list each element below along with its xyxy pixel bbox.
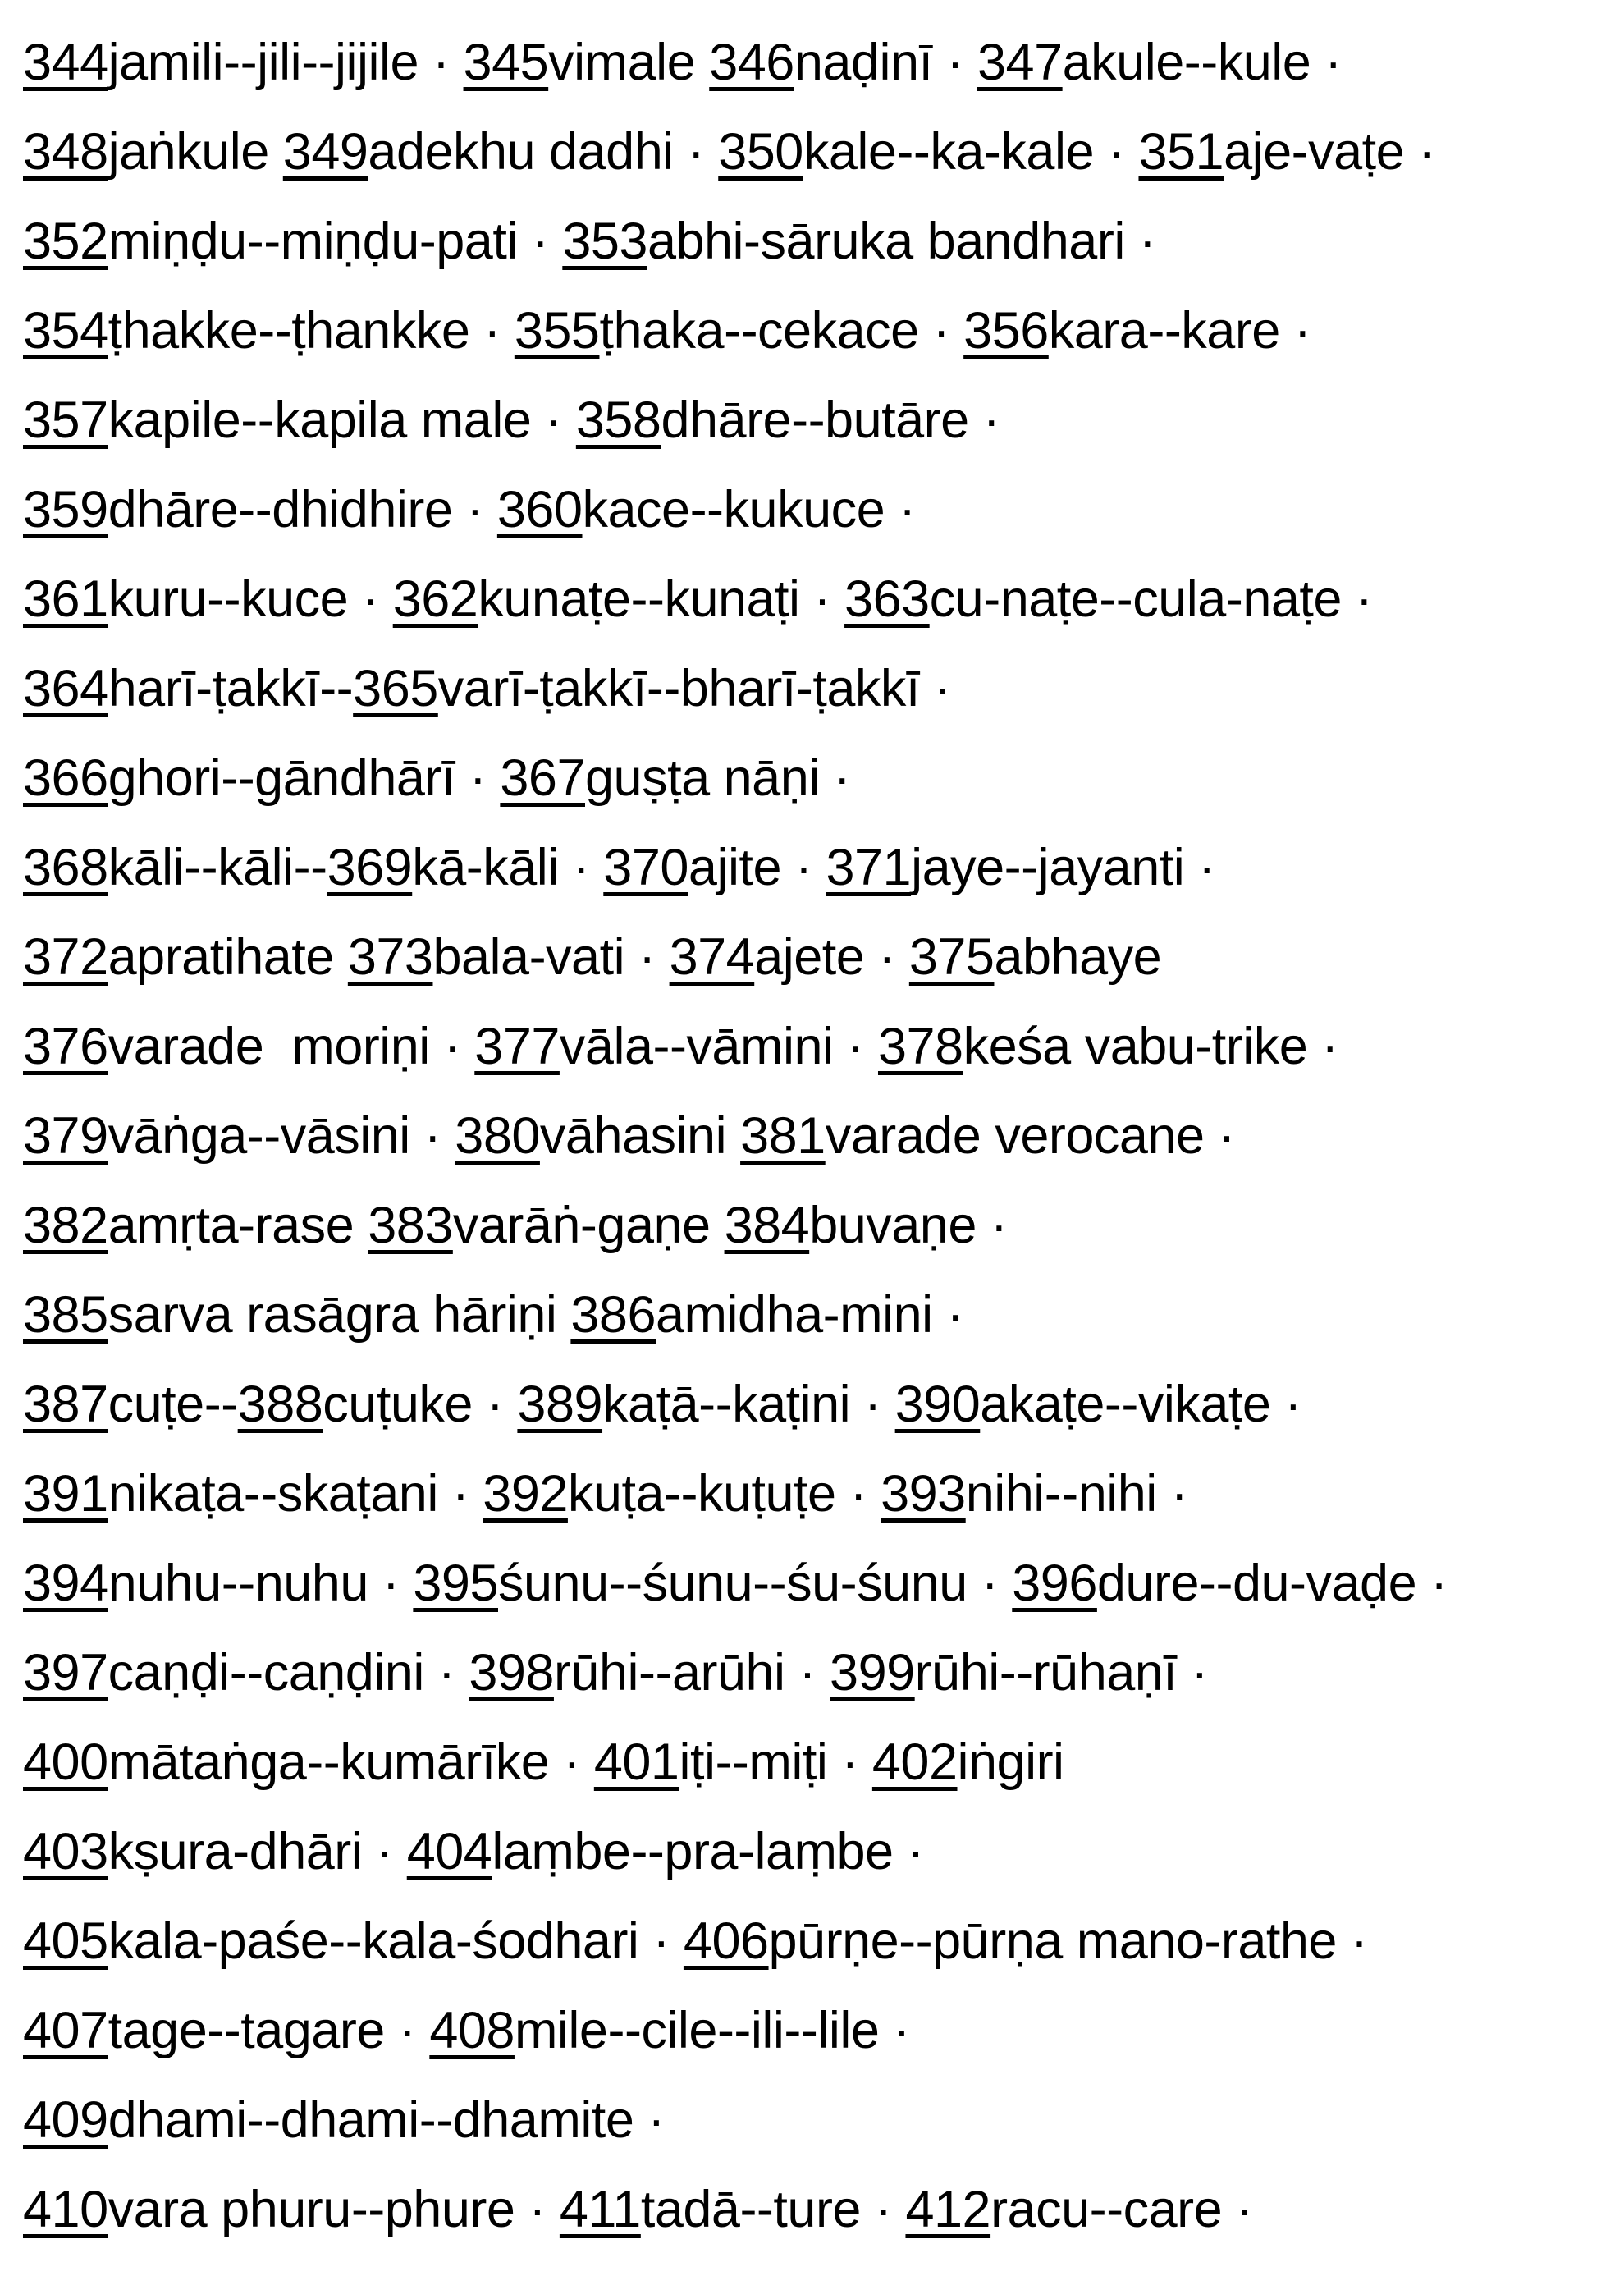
entry-text: mātaṅga--kumārīke · bbox=[108, 1733, 594, 1791]
entry-number: 381 bbox=[740, 1107, 826, 1165]
entry-number: 384 bbox=[724, 1197, 810, 1254]
text-line bbox=[23, 1360, 1617, 1449]
entry-text: ghori--gāndhārī · bbox=[108, 749, 501, 807]
text-line bbox=[23, 1628, 1617, 1718]
entry-text: kale--ka-kale · bbox=[803, 123, 1139, 181]
entry-text: dhāre--butāre · bbox=[661, 392, 1000, 449]
entry-number: 373 bbox=[347, 928, 433, 986]
entry-number: 389 bbox=[517, 1376, 603, 1433]
entry-text: tadā--ture · bbox=[640, 2181, 906, 2238]
entry-text: bala-vati · bbox=[432, 928, 670, 986]
entry-text: keśa vabu-trike · bbox=[963, 1018, 1338, 1075]
entry-text: vāṅga--vāsini · bbox=[108, 1107, 455, 1165]
entry-number: 385 bbox=[23, 1286, 108, 1344]
entry-number: 363 bbox=[844, 570, 930, 628]
entry-text: abhaye bbox=[994, 928, 1162, 986]
entry-text: naḍinī · bbox=[794, 34, 977, 91]
text-line bbox=[23, 734, 1617, 823]
text-line bbox=[23, 555, 1617, 644]
entry-text: laṃbe--pra-laṃbe · bbox=[492, 1823, 925, 1880]
entry-number: 372 bbox=[23, 928, 108, 986]
entry-number: 410 bbox=[23, 2181, 108, 2238]
entry-text: buvaṇe · bbox=[809, 1197, 1008, 1254]
text-line bbox=[23, 2165, 1617, 2255]
entry-number: 395 bbox=[413, 1555, 498, 1612]
entry-number: 407 bbox=[23, 2002, 108, 2059]
text-line bbox=[23, 1181, 1617, 1271]
entry-text: kā-kāli · bbox=[412, 839, 604, 896]
entry-text: vāla--vāmini · bbox=[559, 1018, 878, 1075]
entry-number: 403 bbox=[23, 1823, 108, 1880]
text-line bbox=[23, 1271, 1617, 1360]
entry-text: caṇḍi--caṇḍini · bbox=[108, 1644, 469, 1701]
entry-number: 354 bbox=[23, 302, 108, 359]
entry-text: dhāre--dhidhire · bbox=[108, 481, 497, 538]
entry-number: 386 bbox=[570, 1286, 656, 1344]
entry-text: cu-naṭe--cula-naṭe · bbox=[929, 570, 1373, 628]
entry-text: kunaṭe--kunaṭi · bbox=[478, 570, 845, 628]
text-line bbox=[23, 913, 1617, 1002]
entry-text: kaṭā--kaṭini · bbox=[602, 1376, 895, 1433]
entry-text: varāṅ-gaṇe bbox=[452, 1197, 725, 1254]
entry-text: miṇḍu--miṇḍu-pati · bbox=[108, 213, 563, 270]
entry-text: akule--kule · bbox=[1062, 34, 1342, 91]
entry-text: nikaṭa--skaṭani · bbox=[108, 1465, 483, 1523]
entry-number: 367 bbox=[500, 749, 585, 807]
entry-number: 360 bbox=[496, 481, 583, 538]
entry-text: varade moriṇi · bbox=[108, 1018, 475, 1075]
entry-text: adekhu dadhi · bbox=[368, 123, 719, 181]
entry-text: abhi-sāruka bandhari · bbox=[647, 213, 1156, 270]
entry-number: 406 bbox=[683, 1912, 769, 1970]
entry-number: 383 bbox=[368, 1197, 453, 1254]
entry-number: 355 bbox=[514, 302, 600, 359]
entry-number: 397 bbox=[23, 1644, 108, 1701]
text-line bbox=[23, 18, 1617, 108]
entry-number: 394 bbox=[23, 1555, 108, 1612]
entry-number: 352 bbox=[23, 213, 108, 270]
entry-text: varī-ṭakkī--bharī-ṭakkī · bbox=[437, 660, 951, 717]
text-line bbox=[23, 1449, 1617, 1539]
entry-text: jaye--jayanti · bbox=[911, 839, 1215, 896]
entry-text: vara phuru--phure · bbox=[108, 2181, 560, 2238]
entry-text: ajite · bbox=[688, 839, 826, 896]
entry-text: iṅgiri bbox=[957, 1733, 1064, 1791]
entry-number: 364 bbox=[23, 660, 108, 717]
entry-number: 402 bbox=[871, 1733, 958, 1791]
entry-number: 382 bbox=[23, 1197, 108, 1254]
entry-text: ṭhakke--ṭhankke · bbox=[108, 302, 515, 359]
entry-number: 374 bbox=[669, 928, 755, 986]
text-line bbox=[23, 1897, 1617, 1986]
entry-number: 378 bbox=[877, 1018, 963, 1075]
entry-text: ṭhaka--cekace · bbox=[599, 302, 964, 359]
entry-text: harī-ṭakkī-- bbox=[108, 660, 354, 717]
entry-text: vāhasini bbox=[539, 1107, 741, 1165]
entry-text: dhami--dhami--dhamite · bbox=[108, 2091, 665, 2149]
entry-text: varade verocane · bbox=[825, 1107, 1235, 1165]
text-line bbox=[23, 108, 1617, 197]
entry-text: aje-vaṭe · bbox=[1224, 123, 1435, 181]
entry-number: 365 bbox=[353, 660, 438, 717]
entry-number: 390 bbox=[894, 1376, 981, 1433]
entry-number: 392 bbox=[483, 1465, 568, 1523]
entry-text: kuṭa--kuṭuṭe · bbox=[567, 1465, 881, 1523]
entry-text: pūrṇe--pūrṇa mano-rathe · bbox=[768, 1912, 1368, 1970]
text-line bbox=[23, 1718, 1617, 1807]
entry-number: 408 bbox=[429, 2002, 515, 2059]
entry-number: 358 bbox=[575, 392, 661, 449]
entry-text: kala-paśe--kala-śodhari · bbox=[108, 1912, 684, 1970]
entry-number: 351 bbox=[1138, 123, 1224, 181]
entry-number: 357 bbox=[23, 392, 108, 449]
entry-number: 412 bbox=[905, 2181, 991, 2238]
entry-text: rūhi--arūhi · bbox=[553, 1644, 830, 1701]
entry-number: 396 bbox=[1012, 1555, 1097, 1612]
entry-number: 370 bbox=[603, 839, 688, 896]
entry-number: 393 bbox=[881, 1465, 966, 1523]
entry-number: 350 bbox=[718, 123, 803, 181]
entry-number: 344 bbox=[23, 34, 108, 91]
entry-number: 371 bbox=[826, 839, 912, 896]
entry-text: apratihate bbox=[108, 928, 348, 986]
entry-number: 375 bbox=[908, 928, 995, 986]
entry-number: 404 bbox=[406, 1823, 492, 1880]
text-line bbox=[23, 197, 1617, 286]
text-line bbox=[23, 376, 1617, 465]
entry-number: 362 bbox=[392, 570, 478, 628]
entry-text: rūhi--rūhaṇī · bbox=[914, 1644, 1208, 1701]
word-list bbox=[23, 18, 1617, 2255]
entry-number: 379 bbox=[23, 1107, 108, 1165]
entry-number: 353 bbox=[562, 213, 647, 270]
entry-text: mile--cile--ili--lile · bbox=[514, 2002, 910, 2059]
entry-text: kace--kukuce · bbox=[582, 481, 916, 538]
entry-number: 349 bbox=[282, 123, 368, 181]
entry-number: 398 bbox=[469, 1644, 554, 1701]
entry-text: ajete · bbox=[754, 928, 909, 986]
entry-number: 345 bbox=[463, 34, 549, 91]
entry-number: 361 bbox=[23, 570, 108, 628]
entry-text: kṣura-dhāri · bbox=[108, 1823, 407, 1880]
entry-text: iṭi--miṭi · bbox=[679, 1733, 872, 1791]
entry-text: jaṅkule bbox=[108, 123, 283, 181]
entry-text: kara--kare · bbox=[1048, 302, 1311, 359]
entry-number: 359 bbox=[23, 481, 108, 538]
entry-text: śunu--śunu--śu-śunu · bbox=[498, 1555, 1013, 1612]
entry-text: nuhu--nuhu · bbox=[108, 1555, 414, 1612]
entry-number: 399 bbox=[830, 1644, 915, 1701]
entry-text: jamili--jili--jijile · bbox=[108, 34, 464, 91]
entry-number: 347 bbox=[977, 34, 1063, 91]
entry-text: cuṭe-- bbox=[108, 1376, 238, 1433]
entry-number: 346 bbox=[709, 34, 794, 91]
entry-text: guṣṭa nāṇi · bbox=[585, 749, 851, 807]
entry-text: amidha-mini · bbox=[656, 1286, 964, 1344]
entry-text: vimale bbox=[548, 34, 710, 91]
entry-number: 376 bbox=[23, 1018, 108, 1075]
entry-number: 387 bbox=[23, 1376, 108, 1433]
text-line bbox=[23, 286, 1617, 376]
entry-text: kuru--kuce · bbox=[108, 570, 393, 628]
entry-text: cuṭuke · bbox=[323, 1376, 518, 1433]
entry-number: 400 bbox=[23, 1733, 108, 1791]
entry-number: 391 bbox=[23, 1465, 108, 1523]
entry-text: sarva rasāgra hāriṇi bbox=[108, 1286, 571, 1344]
entry-text: amṛta-rase bbox=[108, 1197, 368, 1254]
text-line bbox=[23, 2076, 1617, 2165]
entry-number: 369 bbox=[327, 839, 413, 896]
entry-text: kapile--kapila male · bbox=[108, 392, 576, 449]
text-line bbox=[23, 1092, 1617, 1181]
entry-text: tage--tagare · bbox=[108, 2002, 430, 2059]
entry-number: 411 bbox=[559, 2181, 641, 2238]
entry-number: 388 bbox=[237, 1376, 323, 1433]
text-line bbox=[23, 823, 1617, 913]
entry-text: nihi--nihi · bbox=[965, 1465, 1188, 1523]
entry-number: 405 bbox=[23, 1912, 108, 1970]
entry-text: kāli--kāli-- bbox=[108, 839, 327, 896]
text-line bbox=[23, 1539, 1617, 1628]
entry-number: 368 bbox=[23, 839, 108, 896]
entry-number: 356 bbox=[963, 302, 1049, 359]
text-line bbox=[23, 1002, 1617, 1092]
entry-number: 401 bbox=[593, 1733, 679, 1791]
entry-number: 366 bbox=[23, 749, 108, 807]
entry-number: 348 bbox=[23, 123, 108, 181]
text-line bbox=[23, 644, 1617, 734]
entry-number: 377 bbox=[474, 1018, 560, 1075]
entry-text: akaṭe--vikaṭe · bbox=[980, 1376, 1301, 1433]
text-line bbox=[23, 1986, 1617, 2076]
text-line bbox=[23, 1807, 1617, 1897]
entry-text: racu--care · bbox=[990, 2181, 1253, 2238]
entry-number: 380 bbox=[455, 1107, 540, 1165]
entry-text: dure--du-vaḍe · bbox=[1096, 1555, 1448, 1612]
entry-number: 409 bbox=[23, 2091, 108, 2149]
text-line bbox=[23, 465, 1617, 555]
